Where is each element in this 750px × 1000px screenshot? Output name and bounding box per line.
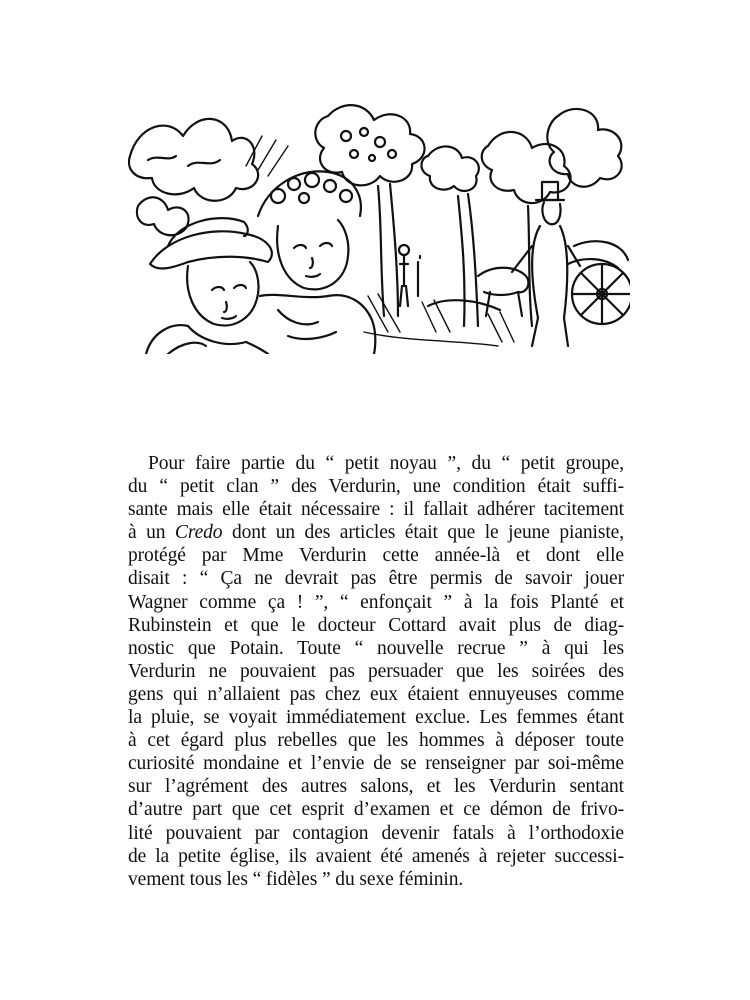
- text-segment: à un: [128, 522, 175, 544]
- text-line: Rubinstein et que le docteur Cottard avait plus de diag-: [128, 614, 624, 636]
- text-line: Verdurin ne pouvaient pas persuader que les soirées des: [128, 660, 624, 682]
- text-line: vement tous les “ fidèles ” du sexe féminin.: [128, 868, 464, 890]
- text-line: nostic que Potain. Toute “ nouvelle recrue ” à qui les: [128, 637, 624, 659]
- carriage-wheel: [568, 241, 630, 324]
- woman-right: [258, 171, 375, 354]
- text-line: lité pouvaient par contagion devenir fatals à l’orthodoxie: [128, 822, 624, 844]
- text-line: sante mais elle était nécessaire : il fallait adhérer tacitement: [128, 499, 624, 521]
- text-line: Wagner comme ça ! ”, “ enfonçait ” à la fois Planté et: [128, 591, 624, 613]
- credo-italic: Credo: [174, 522, 223, 544]
- text-line: disait : “ Ça ne devrait pas être permis de savoir jouer: [128, 568, 624, 590]
- text-line: à cet égard plus rebelles que les hommes à déposer toute: [128, 730, 624, 752]
- text-line: Pour faire partie du “ petit noyau ”, du “ petit groupe,: [148, 453, 624, 474]
- text-line: du “ petit clan ” des Verdurin, une condition était suffi-: [128, 476, 624, 498]
- text-line: sur l’agrément des autres salons, et les Verdurin sentant: [128, 776, 624, 798]
- text-line: protégé par Mme Verdurin cette année-là et dont elle: [128, 545, 624, 567]
- text-line-credo: [128, 521, 624, 544]
- woman-left: [146, 218, 272, 354]
- text-line: gens qui n’allaient pas chez eux étaient ennuyeuses comme: [128, 683, 624, 705]
- text-segment: dont un des articles était que le jeune pianiste,: [222, 522, 625, 544]
- body-paragraph: [128, 452, 624, 891]
- text-line: de la petite église, ils avaient été amenés à rejeter successi-: [128, 845, 624, 867]
- foliage-right: [422, 109, 622, 203]
- vignette-illustration: [128, 96, 630, 354]
- foliage-left: [129, 119, 258, 235]
- text-line: curiosité mondaine et l’envie de se renseigner par soi-même: [128, 753, 624, 775]
- text-line: la pluie, se voyait immédiatement exclue. Les femmes étant: [128, 707, 624, 729]
- text-line: d’autre part que cet esprit d’examen et ce démon de frivo-: [128, 799, 624, 821]
